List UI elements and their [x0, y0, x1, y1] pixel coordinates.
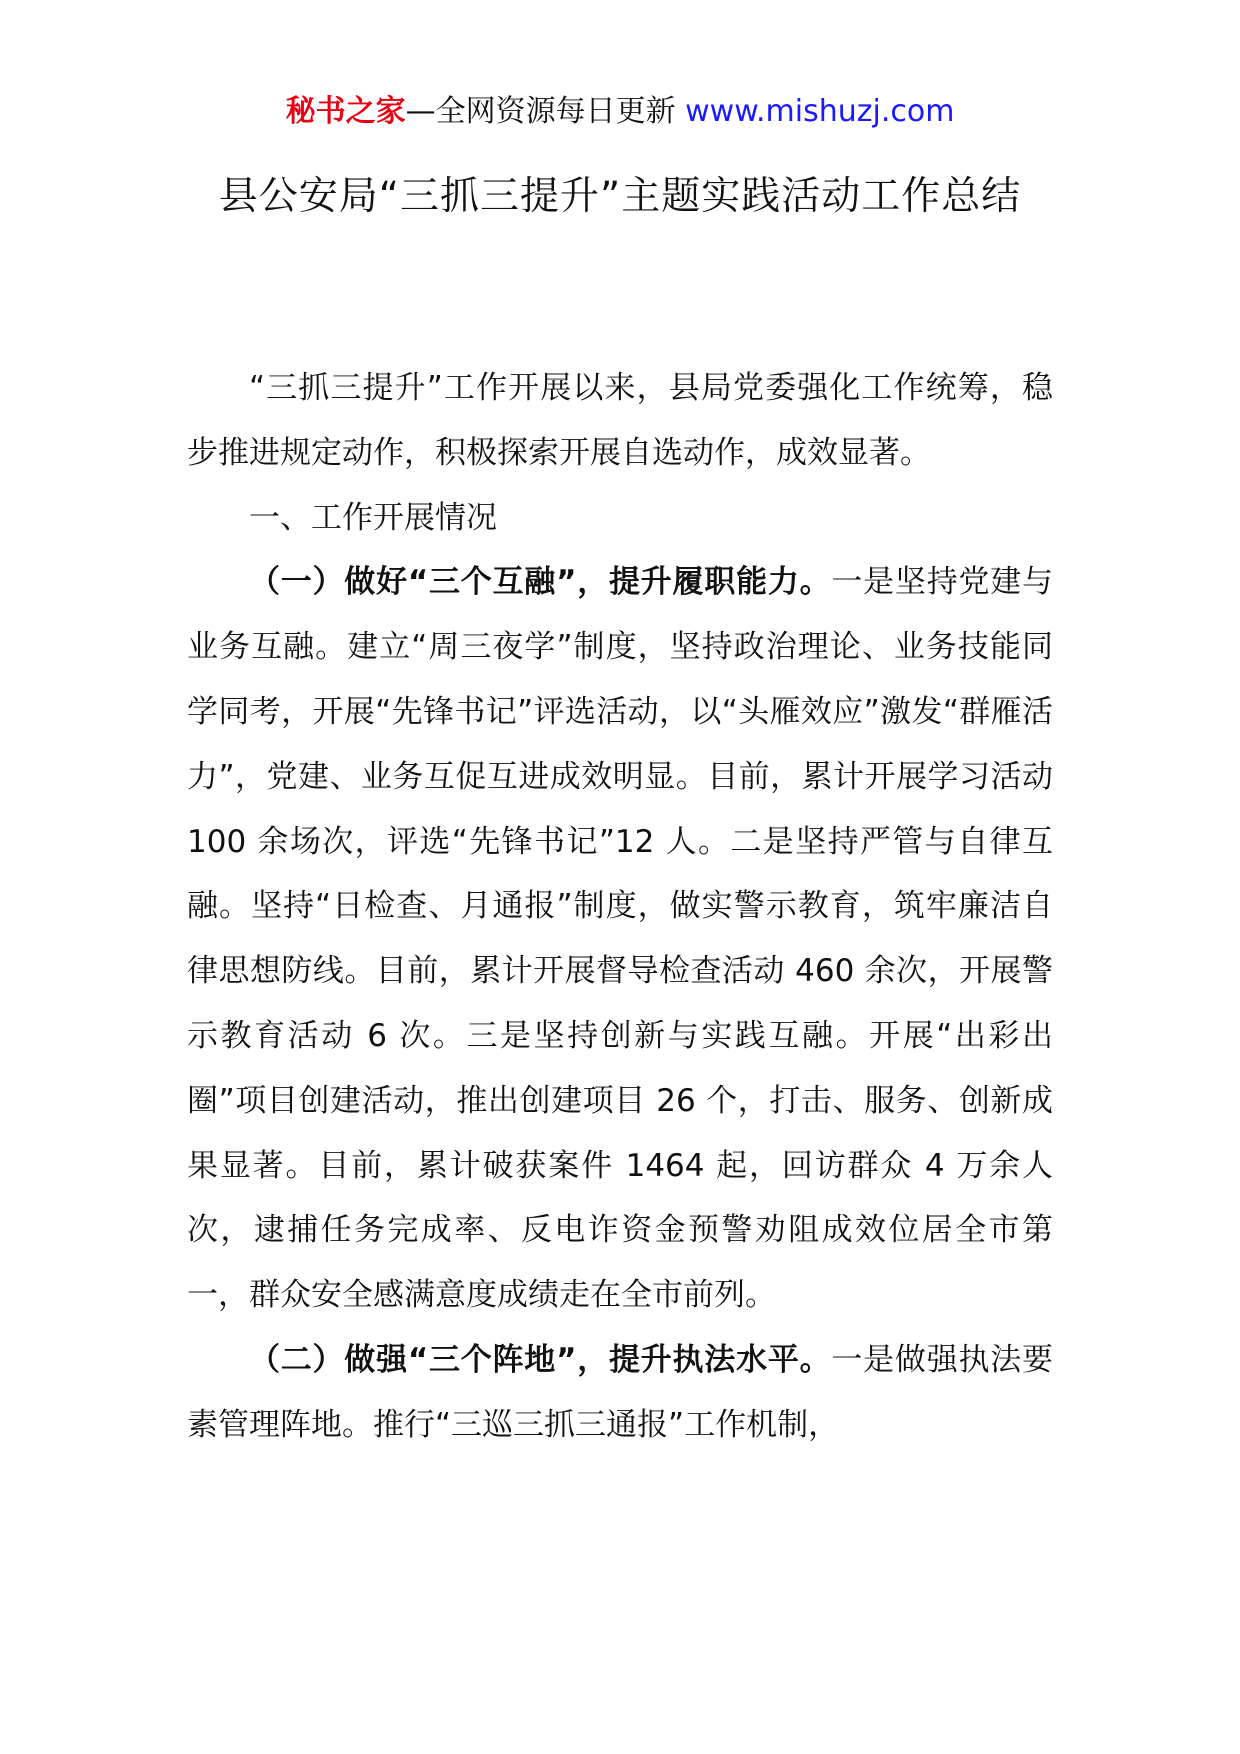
intro-paragraph: “三抓三提升”工作开展以来，县局党委强化工作统筹，稳步推进规定动作，积极探索开展自选动作，成效显著。 — [187, 370, 1053, 471]
site-url-link[interactable]: www.mishuzj.com — [685, 94, 955, 129]
site-header — [0, 92, 1240, 132]
item-heading-2: （二）做强“三个阵地”，提升执法水平。 — [249, 1341, 832, 1378]
site-brand: 秘书之家 — [285, 94, 406, 129]
document-body — [187, 356, 1053, 1458]
section-heading: 一、工作开展情况 — [249, 499, 497, 536]
item-body-1: 一是坚持党建与业务互融。建立“周三夜学”制度，坚持政治理论、业务技能同学同考，开展“先锋书记”评选活动，以“头雁效应”激发“群雁活力”，党建、业务互促互进成效明显。目前，累计开展学习活动 100 余场次，评选“先锋书记”12 人。二是坚持严管与自律互融。坚持“日检查、月通报”制度，做实警示教育，筑牢廉洁自律思想防线。目前，累计开展督导检查活动 460 余次，开展警示教育活动 6 次。三是坚持创新与实践互融。开展“出彩出圈”项目创建活动，推出创建项目 26 个，打击、服务、创新成果显著。目前，累计破获案件 1464 起，回访群众 4 万余人次，逮捕任务完成率、反电诈资金预警劝阻成效位居全市第一，群众安全感满意度成绩走在全市前列。 — [187, 564, 1054, 1314]
item-heading-1: （一）做好“三个互融”，提升履职能力。 — [249, 564, 832, 601]
item-body-2: 一是做强执法要素管理阵地。推行“三巡三抓三通报”工作机制， — [187, 1341, 1054, 1443]
site-slogan: —全网资源每日更新 — [405, 94, 676, 129]
item-paragraph-1 — [187, 550, 1053, 1328]
item-paragraph-2 — [187, 1328, 1053, 1458]
document-title: 县公安局“三抓三提升”主题实践活动工作总结 — [218, 174, 1022, 219]
